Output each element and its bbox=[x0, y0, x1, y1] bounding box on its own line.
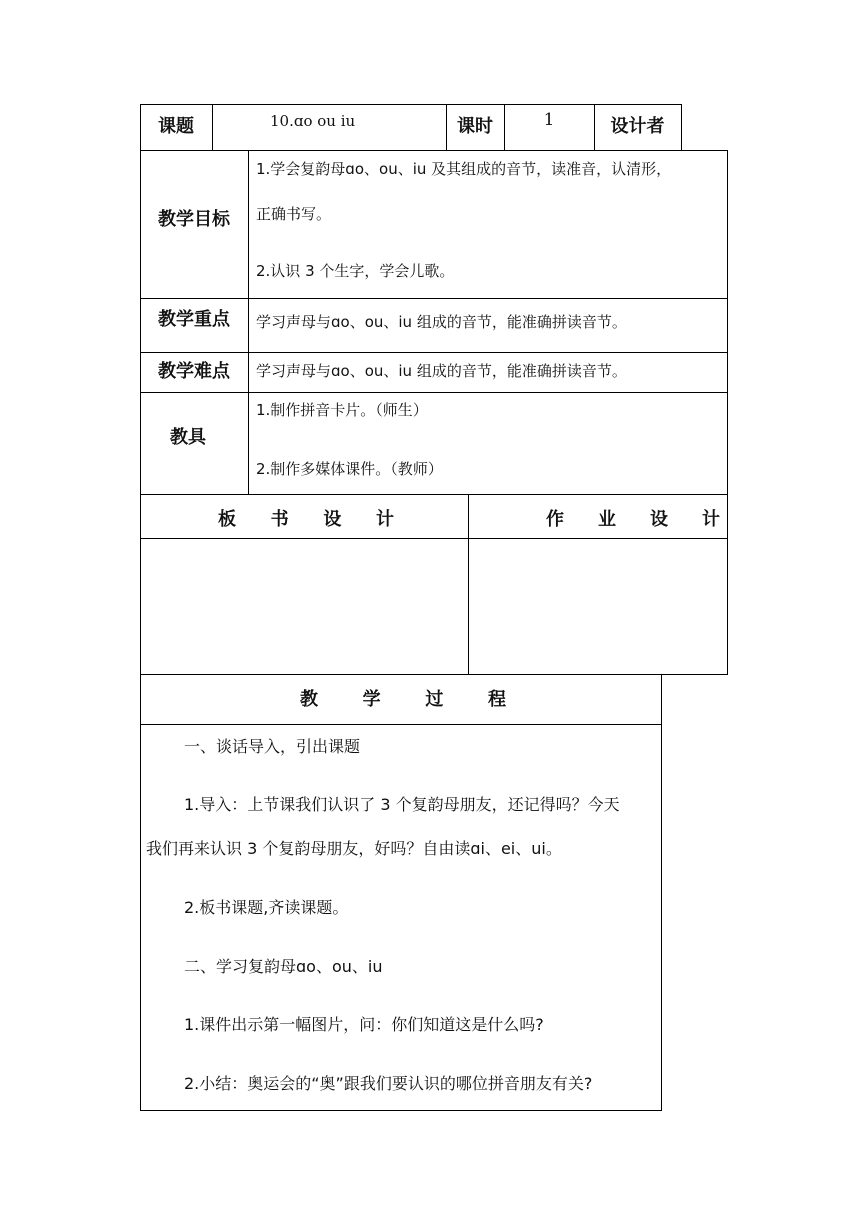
tools-line2: 2.制作多媒体课件。（教师） bbox=[256, 460, 443, 478]
board-design-heading bbox=[218, 505, 394, 531]
key-points-label: 教学重点 bbox=[158, 309, 230, 330]
process-paragraph: 1.课件出示第一幅图片，问：你们知道这是什么吗? bbox=[184, 1015, 544, 1034]
homework-design-char: 业 bbox=[598, 509, 616, 530]
homework-design-char: 计 bbox=[702, 509, 720, 530]
process-char: 学 bbox=[362, 689, 381, 710]
homework-design-char: 作 bbox=[546, 509, 564, 530]
homework-design-area bbox=[469, 539, 727, 674]
homework-design-char: 设 bbox=[650, 509, 668, 530]
topic-value: 10.ɑo ou iu bbox=[270, 112, 356, 130]
difficulties-label: 教学难点 bbox=[158, 361, 230, 382]
goals-label: 教学目标 bbox=[158, 209, 230, 230]
board-design-char: 设 bbox=[323, 509, 342, 530]
topic-label: 课题 bbox=[158, 116, 194, 137]
process-paragraph: 我们再来认识 3 个复韵母朋友，好吗？自由读ɑi、ei、ui。 bbox=[146, 839, 562, 858]
process-paragraph: 2.板书课题,齐读课题。 bbox=[184, 898, 349, 917]
process-body bbox=[146, 726, 658, 1110]
process-char: 过 bbox=[425, 689, 444, 710]
board-design-char: 计 bbox=[375, 509, 394, 530]
goals-line2: 2.认识 3 个生字，学会儿歌。 bbox=[256, 262, 455, 280]
difficulties-text: 学习声母与ɑo、ou、iu 组成的音节，能准确拼读音节。 bbox=[256, 362, 627, 380]
period-label: 课时 bbox=[457, 116, 493, 137]
period-value: 1 bbox=[543, 110, 555, 130]
goals-line1a: 1.学会复韵母ɑo、ou、iu 及其组成的音节，读准音，认清形， bbox=[256, 160, 672, 178]
key-points-text: 学习声母与ɑo、ou、iu 组成的音节，能准确拼读音节。 bbox=[256, 313, 627, 331]
board-design-area bbox=[141, 539, 468, 674]
process-paragraph: 二、学习复韵母ɑo、ou、iu bbox=[184, 957, 383, 976]
process-char: 程 bbox=[487, 689, 506, 710]
goals-line1b: 正确书写。 bbox=[256, 205, 332, 223]
process-char: 教 bbox=[300, 689, 318, 710]
board-design-char: 板 bbox=[218, 509, 236, 530]
process-heading bbox=[300, 685, 506, 711]
process-paragraph: 一、谈话导入，引出课题 bbox=[184, 737, 361, 756]
board-design-char: 书 bbox=[270, 509, 289, 530]
tools-line1: 1.制作拼音卡片。（师生） bbox=[256, 401, 428, 419]
process-paragraph: 2.小结：奥运会的“奥”跟我们要认识的哪位拼音朋友有关? bbox=[184, 1074, 593, 1093]
tools-label: 教具 bbox=[170, 427, 206, 448]
homework-design-heading bbox=[546, 505, 720, 531]
process-paragraph: 1.导入：上节课我们认识了 3 个复韵母朋友，还记得吗？今天 bbox=[184, 795, 620, 814]
designer-label: 设计者 bbox=[610, 116, 665, 137]
